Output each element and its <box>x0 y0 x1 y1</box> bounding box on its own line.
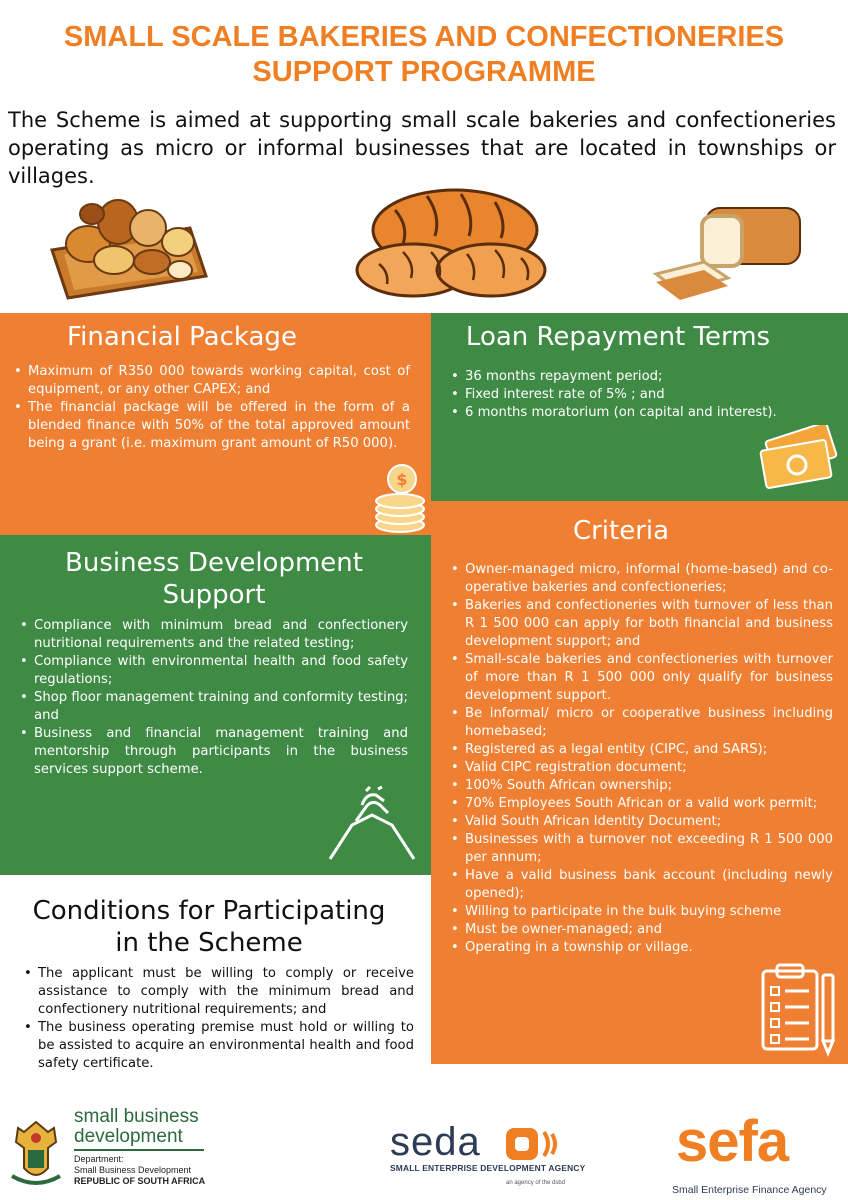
conditions-list <box>18 965 414 1073</box>
loan-terms-title: Loan Repayment Terms <box>465 322 771 352</box>
title-line-1: SMALL SCALE BAKERIES AND CONFECTIONERIES <box>63 21 785 53</box>
loan-terms-list <box>445 368 845 422</box>
list-item: • The applicant must be willing to comply or receive assistance to comply with the minimum bread and confectionery nutritional requirements; and <box>18 965 414 1019</box>
banknotes-icon <box>751 425 843 493</box>
business-support-panel <box>0 535 431 875</box>
business-support-title <box>0 547 428 611</box>
checklist-clipboard-icon <box>759 961 841 1057</box>
dsbd-name-line-1: small business <box>74 1106 199 1127</box>
seda-wordmark: seda <box>390 1120 481 1164</box>
svg-text:$: $ <box>396 470 408 489</box>
list-item: • Owner-managed micro, informal (home-based) and co-operative bakeries and confectioneries; <box>445 561 833 597</box>
list-item: • Businesses with a turnover not exceeding R 1 500 000 per annum; <box>445 831 833 867</box>
financial-package-list <box>8 363 410 453</box>
list-item: • 70% Employees South African or a valid work permit; <box>445 795 833 813</box>
conditions-title-line-1: Conditions for Participating <box>32 896 386 926</box>
list-item: • 6 months moratorium (on capital and interest). <box>445 404 845 422</box>
dsbd-divider <box>74 1149 204 1151</box>
list-item: • Be informal/ micro or cooperative business including homebased; <box>445 705 833 741</box>
list-item: • 36 months repayment period; <box>445 368 845 386</box>
sefa-wordmark: sefa <box>676 1109 789 1174</box>
list-item: • The business operating premise must hold or willing to be assisted to acquire an environmental health and food safety certificate. <box>18 1019 414 1073</box>
logo-footer <box>0 1100 848 1200</box>
conditions-panel <box>0 875 431 1100</box>
bread-loaves-icon <box>355 186 547 298</box>
financial-package-title: Financial Package <box>67 322 297 352</box>
business-support-list <box>14 617 408 779</box>
criteria-panel <box>431 501 848 1064</box>
list-item: • Willing to participate in the bulk buying scheme <box>445 903 833 921</box>
loan-terms-panel <box>431 313 848 501</box>
coin-stack-icon <box>374 463 430 535</box>
handshake-icon <box>326 785 418 863</box>
business-support-title-line-2: Support <box>162 580 266 610</box>
list-item: • Small-scale bakeries and confectioneries with turnover of more than R 1 500 000 only qualify for business development support. <box>445 651 833 705</box>
dsbd-department-name: Small Business Development <box>74 1165 192 1175</box>
list-item: • Valid South African Identity Document; <box>445 813 833 831</box>
sefa-full-name: Small Enterprise Finance Agency <box>672 1184 827 1196</box>
list-item: • Compliance with environmental health and food safety regulations; <box>14 653 408 689</box>
list-item: • Maximum of R350 000 towards working capital, cost of equipment, or any other CAPEX; and <box>8 363 410 399</box>
list-item: • Valid CIPC registration document; <box>445 759 833 777</box>
dsbd-name-line-2: development <box>74 1126 183 1147</box>
list-item: • Compliance with minimum bread and confectionery nutritional requirements and the related testing; <box>14 617 408 653</box>
list-item: • Fixed interest rate of 5% ; and <box>445 386 845 404</box>
list-item: • The financial package will be offered in the form of a blended finance with 50% of the total approved amount being a grant (i.e. maximum grant amount of R50 000). <box>8 399 410 453</box>
sliced-bread-icon <box>650 188 810 300</box>
list-item: • Shop floor management training and conformity testing; and <box>14 689 408 725</box>
seda-full-name: SMALL ENTERPRISE DEVELOPMENT AGENCY <box>390 1163 586 1173</box>
list-item: • Business and financial management training and mentorship through participants in the business services support scheme. <box>14 725 408 779</box>
dsbd-department-label: Department: <box>74 1154 124 1164</box>
criteria-list <box>445 561 833 957</box>
list-item: • Must be owner-managed; and <box>445 921 833 939</box>
seda-logo-icon <box>506 1128 562 1160</box>
dsbd-country: REPUBLIC OF SOUTH AFRICA <box>74 1176 206 1186</box>
criteria-title: Criteria <box>572 516 670 546</box>
list-item: • Registered as a legal entity (CIPC, and SARS); <box>445 741 833 759</box>
bread-basket-icon <box>40 188 210 300</box>
seda-tagline: an agency of the dsbd <box>506 1180 566 1186</box>
title-line-2: SUPPORT PROGRAMME <box>252 56 596 88</box>
financial-package-panel <box>0 313 431 535</box>
coat-of-arms-icon <box>8 1118 64 1190</box>
list-item: • Operating in a township or village. <box>445 939 833 957</box>
intro-text: The Scheme is aimed at supporting small scale bakeries and confectioneries operating as micro or informal businesses that are located in townships or villages. <box>8 108 836 188</box>
page-title <box>0 20 848 90</box>
list-item: • 100% South African ownership; <box>445 777 833 795</box>
list-item: • Bakeries and confectioneries with turnover of less than R 1 500 000 can apply for both financial and business development support; and <box>445 597 833 651</box>
conditions-title-line-2: in the Scheme <box>115 928 303 958</box>
business-support-title-line-1: Business Development <box>65 548 363 578</box>
list-item: • Have a valid business bank account (including newly opened); <box>445 867 833 903</box>
conditions-title <box>0 895 418 959</box>
